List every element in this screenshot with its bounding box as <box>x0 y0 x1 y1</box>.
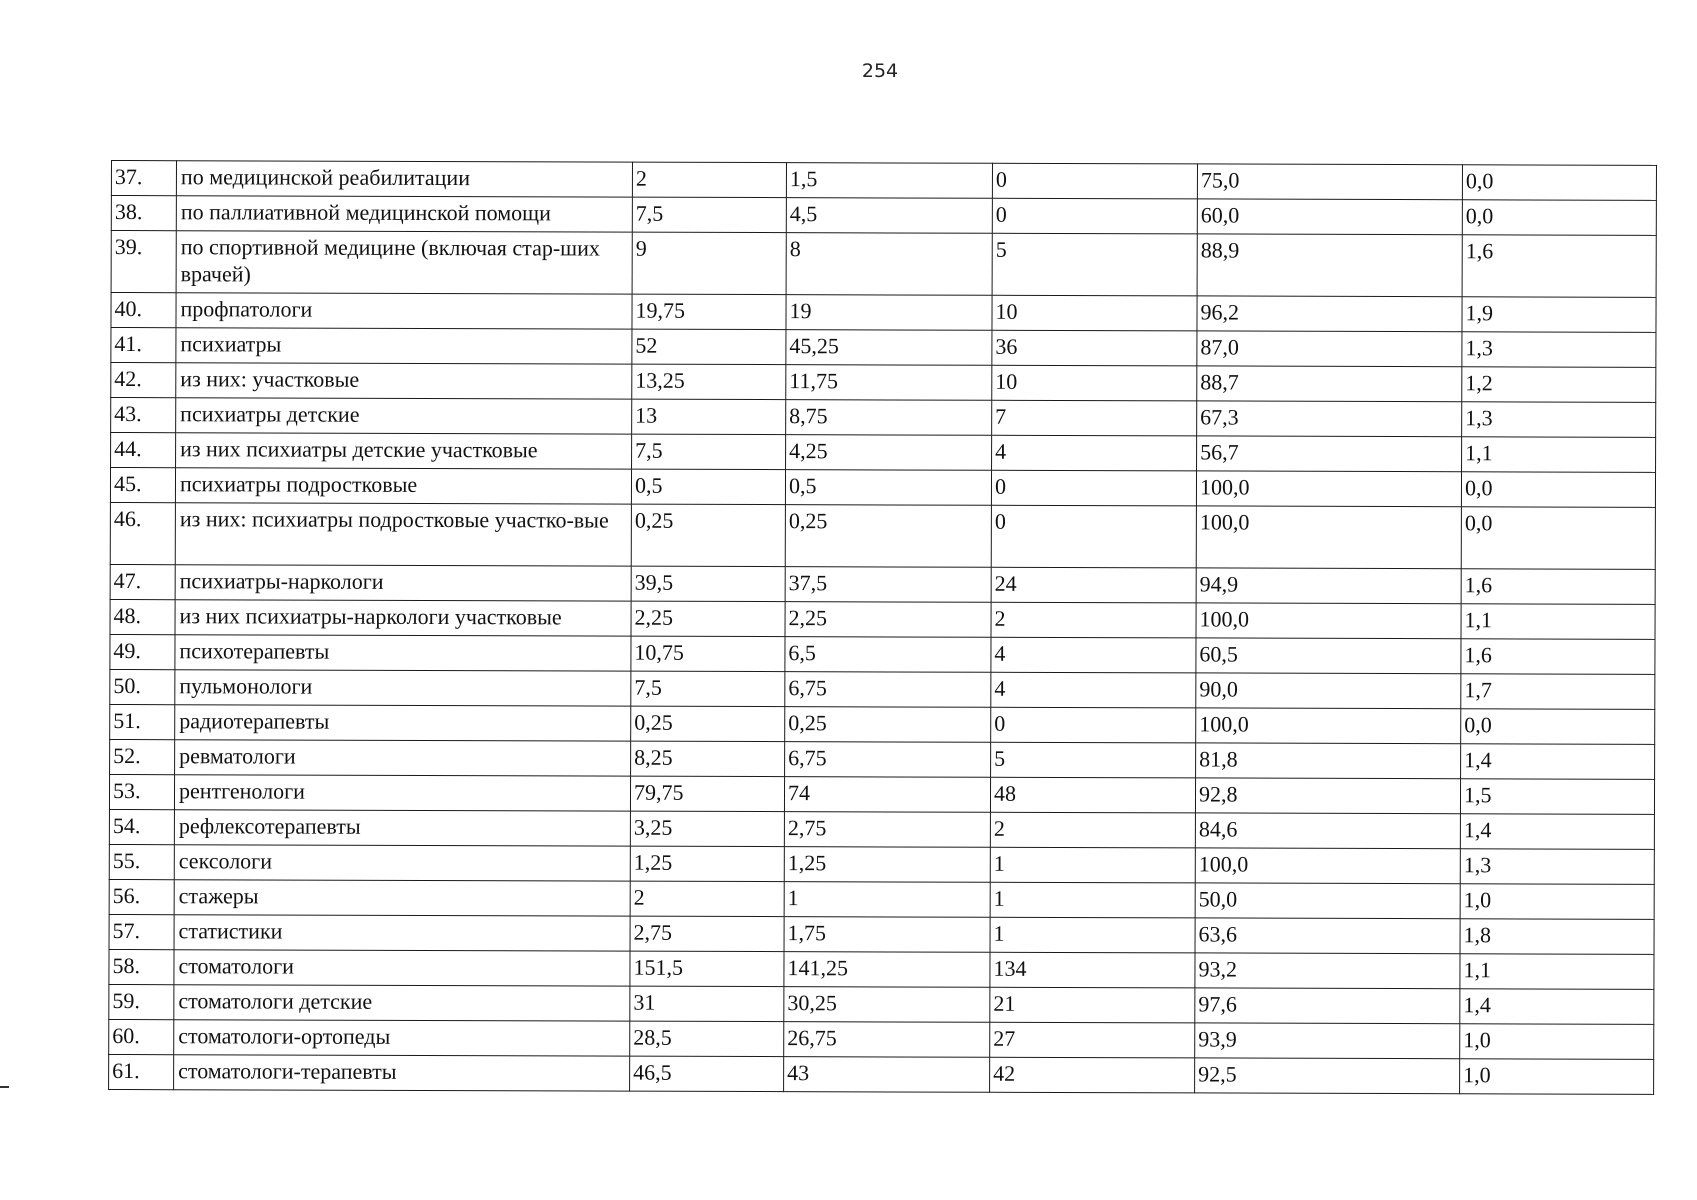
value-cell-4: 90,0 <box>1196 673 1461 709</box>
value-cell-1: 2 <box>632 162 786 197</box>
table-row <box>110 502 1655 569</box>
value-cell-5: 1,8 <box>1460 919 1654 955</box>
value-cell-3: 10 <box>992 295 1197 331</box>
value-cell-4: 94,9 <box>1196 568 1461 604</box>
value-cell-1: 2,75 <box>630 916 784 951</box>
row-number-cell: 51. <box>110 704 175 739</box>
value-cell-2: 11,75 <box>786 365 992 401</box>
value-cell-3: 27 <box>990 1022 1195 1058</box>
value-cell-4: 87,0 <box>1197 331 1462 367</box>
value-cell-2: 1 <box>784 882 990 918</box>
staffing-table <box>108 160 1657 1095</box>
value-cell-5: 0,0 <box>1461 507 1655 570</box>
value-cell-5: 1,4 <box>1460 814 1654 850</box>
value-cell-5: 1,7 <box>1461 674 1655 710</box>
value-cell-1: 0,25 <box>631 706 785 741</box>
value-cell-3: 4 <box>992 435 1197 471</box>
value-cell-1: 0,25 <box>631 504 785 566</box>
value-cell-2: 6,75 <box>785 672 991 708</box>
value-cell-2: 74 <box>784 777 990 813</box>
row-number-cell: 48. <box>110 599 175 634</box>
table-row <box>109 879 1654 919</box>
value-cell-5: 1,6 <box>1462 235 1656 298</box>
value-cell-2: 45,25 <box>786 330 992 366</box>
value-cell-3: 1 <box>990 847 1195 883</box>
staffing-table-container <box>108 160 1656 1095</box>
value-cell-3: 36 <box>992 330 1197 366</box>
value-cell-1: 0,5 <box>631 469 785 504</box>
table-row <box>110 599 1655 639</box>
row-number-cell: 59. <box>109 984 174 1019</box>
value-cell-2: 6,5 <box>785 637 991 673</box>
value-cell-4: 60,5 <box>1196 638 1461 674</box>
table-row <box>111 433 1656 473</box>
value-cell-4: 50,0 <box>1195 883 1460 919</box>
value-cell-3: 5 <box>991 742 1196 778</box>
value-cell-3: 10 <box>992 365 1197 401</box>
page-number: 254 <box>861 60 899 82</box>
specialty-name-cell: стоматологи <box>174 950 630 986</box>
value-cell-5: 1,0 <box>1460 1024 1654 1060</box>
value-cell-1: 3,25 <box>630 811 784 846</box>
specialty-name-cell: стоматологи-ортопеды <box>174 1020 630 1056</box>
value-cell-3: 1 <box>990 882 1195 918</box>
value-cell-4: 100,0 <box>1196 471 1461 507</box>
value-cell-3: 4 <box>991 637 1196 673</box>
value-cell-5: 1,0 <box>1460 1059 1654 1095</box>
value-cell-2: 0,25 <box>785 505 991 568</box>
table-row <box>109 984 1654 1024</box>
value-cell-4: 56,7 <box>1197 436 1462 472</box>
specialty-name-cell: радиотерапевты <box>175 705 631 741</box>
row-number-cell: 46. <box>110 502 175 564</box>
row-number-cell: 57. <box>109 914 174 949</box>
value-cell-3: 0 <box>992 198 1197 234</box>
table-row <box>111 161 1656 201</box>
value-cell-3: 0 <box>991 707 1196 743</box>
value-cell-4: 100,0 <box>1196 506 1461 569</box>
value-cell-1: 7,5 <box>631 671 785 706</box>
value-cell-5: 1,5 <box>1460 779 1654 815</box>
value-cell-2: 2,75 <box>784 812 990 848</box>
row-number-cell: 49. <box>110 634 175 669</box>
value-cell-3: 1 <box>990 917 1195 953</box>
value-cell-5: 1,2 <box>1462 367 1656 403</box>
table-row <box>109 844 1654 884</box>
specialty-name-cell: психотерапевты <box>175 635 631 671</box>
value-cell-2: 0,5 <box>785 470 991 506</box>
value-cell-2: 43 <box>784 1057 990 1093</box>
value-cell-2: 1,5 <box>786 163 992 199</box>
value-cell-4: 67,3 <box>1197 401 1462 437</box>
row-number-cell: 37. <box>111 161 176 196</box>
table-row <box>110 468 1655 508</box>
specialty-name-cell: психиатры <box>176 328 632 364</box>
value-cell-3: 2 <box>990 812 1195 848</box>
value-cell-3: 48 <box>990 777 1195 813</box>
value-cell-1: 10,75 <box>631 636 785 671</box>
value-cell-2: 0,25 <box>785 707 991 743</box>
value-cell-5: 1,9 <box>1462 297 1656 333</box>
specialty-name-cell: стоматологи детские <box>174 985 630 1021</box>
specialty-name-cell: психиатры подростковые <box>175 468 631 504</box>
value-cell-3: 2 <box>991 602 1196 638</box>
value-cell-5: 0,0 <box>1461 472 1655 508</box>
row-number-cell: 56. <box>109 879 174 914</box>
value-cell-2: 26,75 <box>784 1022 990 1058</box>
row-number-cell: 38. <box>111 196 176 231</box>
value-cell-2: 37,5 <box>785 567 991 603</box>
row-number-cell: 50. <box>110 669 175 704</box>
table-row <box>110 634 1655 674</box>
value-cell-2: 6,75 <box>785 742 991 778</box>
value-cell-4: 75,0 <box>1197 164 1462 200</box>
value-cell-3: 7 <box>992 400 1197 436</box>
specialty-name-cell: из них психиатры детские участковые <box>176 433 632 469</box>
scan-edge-mark <box>0 1086 9 1088</box>
value-cell-5: 1,3 <box>1460 849 1654 885</box>
value-cell-4: 96,2 <box>1197 296 1462 332</box>
specialty-name-cell: из них: психиатры подростковые участко-вые <box>175 503 631 566</box>
value-cell-3: 134 <box>990 952 1195 988</box>
specialty-name-cell: психиатры-наркологи <box>175 565 631 601</box>
value-cell-1: 13 <box>632 399 786 434</box>
value-cell-3: 5 <box>992 233 1197 296</box>
value-cell-5: 1,1 <box>1462 437 1656 473</box>
value-cell-3: 24 <box>991 567 1196 603</box>
table-row <box>109 914 1654 954</box>
value-cell-1: 28,5 <box>630 1021 784 1056</box>
value-cell-4: 81,8 <box>1196 743 1461 779</box>
row-number-cell: 61. <box>109 1054 174 1089</box>
value-cell-1: 2 <box>630 881 784 916</box>
value-cell-4: 93,2 <box>1195 953 1460 989</box>
specialty-name-cell: ревматологи <box>175 740 631 776</box>
row-number-cell: 43. <box>111 398 176 433</box>
value-cell-1: 39,5 <box>631 566 785 601</box>
value-cell-1: 79,75 <box>630 776 784 811</box>
value-cell-5: 1,1 <box>1460 954 1654 990</box>
row-number-cell: 45. <box>110 468 175 503</box>
value-cell-4: 92,8 <box>1195 778 1460 814</box>
row-number-cell: 40. <box>111 293 176 328</box>
value-cell-4: 63,6 <box>1195 918 1460 954</box>
specialty-name-cell: по спортивной медицине (включая стар-ших врачей) <box>176 231 632 294</box>
value-cell-1: 1,25 <box>630 846 784 881</box>
value-cell-1: 7,5 <box>632 434 786 469</box>
table-body <box>109 161 1657 1095</box>
table-row <box>111 363 1656 403</box>
value-cell-2: 8,75 <box>786 400 992 436</box>
table-row <box>109 809 1654 849</box>
value-cell-3: 4 <box>991 672 1196 708</box>
value-cell-1: 13,25 <box>632 364 786 399</box>
value-cell-2: 4,5 <box>786 198 992 234</box>
value-cell-4: 97,6 <box>1195 988 1460 1024</box>
value-cell-3: 0 <box>991 505 1196 568</box>
value-cell-5: 0,0 <box>1462 165 1656 201</box>
specialty-name-cell: стажеры <box>174 880 630 916</box>
value-cell-5: 1,3 <box>1462 332 1656 368</box>
value-cell-2: 141,25 <box>784 952 990 988</box>
value-cell-1: 8,25 <box>631 741 785 776</box>
table-row <box>111 398 1656 438</box>
table-row <box>111 231 1656 298</box>
specialty-name-cell: рефлексотерапевты <box>174 810 630 846</box>
value-cell-4: 88,7 <box>1197 366 1462 402</box>
table-row <box>111 293 1656 333</box>
value-cell-1: 7,5 <box>632 197 786 232</box>
value-cell-4: 93,9 <box>1195 1023 1460 1059</box>
value-cell-1: 2,25 <box>631 601 785 636</box>
value-cell-4: 100,0 <box>1195 848 1460 884</box>
table-row <box>109 1054 1654 1094</box>
row-number-cell: 44. <box>111 433 176 468</box>
specialty-name-cell: по медицинской реабилитации <box>176 161 632 197</box>
value-cell-1: 46,5 <box>630 1056 784 1091</box>
value-cell-4: 92,5 <box>1195 1058 1460 1094</box>
table-row <box>109 949 1654 989</box>
value-cell-2: 1,75 <box>784 917 990 953</box>
specialty-name-cell: статистики <box>174 915 630 951</box>
specialty-name-cell: из них психиатры-наркологи участковые <box>175 600 631 636</box>
table-row <box>109 1019 1654 1059</box>
table-row <box>110 564 1655 604</box>
table-row <box>109 774 1654 814</box>
value-cell-5: 1,4 <box>1461 744 1655 780</box>
specialty-name-cell: профпатологи <box>176 293 632 329</box>
value-cell-4: 84,6 <box>1195 813 1460 849</box>
specialty-name-cell: по паллиативной медицинской помощи <box>176 196 632 232</box>
table-row <box>110 669 1655 709</box>
value-cell-5: 0,0 <box>1462 200 1656 236</box>
value-cell-3: 42 <box>990 1057 1195 1093</box>
row-number-cell: 60. <box>109 1019 174 1054</box>
value-cell-3: 21 <box>990 987 1195 1023</box>
value-cell-5: 1,0 <box>1460 884 1654 920</box>
value-cell-5: 0,0 <box>1461 709 1655 745</box>
row-number-cell: 53. <box>109 774 174 809</box>
specialty-name-cell: стоматологи-терапевты <box>174 1055 630 1091</box>
value-cell-4: 100,0 <box>1196 603 1461 639</box>
value-cell-5: 1,1 <box>1461 604 1655 640</box>
value-cell-1: 9 <box>632 232 786 294</box>
value-cell-3: 0 <box>992 163 1197 199</box>
value-cell-4: 60,0 <box>1197 199 1462 235</box>
value-cell-2: 8 <box>786 233 992 296</box>
value-cell-2: 30,25 <box>784 987 990 1023</box>
value-cell-2: 4,25 <box>786 435 992 471</box>
value-cell-4: 100,0 <box>1196 708 1461 744</box>
specialty-name-cell: рентгенологи <box>174 775 630 811</box>
value-cell-2: 1,25 <box>784 847 990 883</box>
row-number-cell: 55. <box>109 844 174 879</box>
row-number-cell: 52. <box>110 739 175 774</box>
value-cell-4: 88,9 <box>1197 234 1462 297</box>
specialty-name-cell: пульмонологи <box>175 670 631 706</box>
value-cell-5: 1,6 <box>1461 569 1655 605</box>
value-cell-2: 19 <box>786 295 992 331</box>
specialty-name-cell: сексологи <box>174 845 630 881</box>
value-cell-3: 0 <box>991 470 1196 506</box>
table-row <box>111 328 1656 368</box>
row-number-cell: 54. <box>109 809 174 844</box>
row-number-cell: 47. <box>110 564 175 599</box>
value-cell-1: 19,75 <box>632 294 786 329</box>
table-row <box>110 704 1655 744</box>
specialty-name-cell: из них: участковые <box>176 363 632 399</box>
table-row <box>111 196 1656 236</box>
row-number-cell: 58. <box>109 949 174 984</box>
value-cell-5: 1,3 <box>1462 402 1656 438</box>
value-cell-1: 31 <box>630 986 784 1021</box>
value-cell-5: 1,6 <box>1461 639 1655 675</box>
value-cell-1: 52 <box>632 329 786 364</box>
row-number-cell: 42. <box>111 363 176 398</box>
table-row <box>110 739 1655 779</box>
specialty-name-cell: психиатры детские <box>176 398 632 434</box>
value-cell-2: 2,25 <box>785 602 991 638</box>
value-cell-1: 151,5 <box>630 951 784 986</box>
value-cell-5: 1,4 <box>1460 989 1654 1025</box>
row-number-cell: 41. <box>111 328 176 363</box>
row-number-cell: 39. <box>111 231 176 293</box>
